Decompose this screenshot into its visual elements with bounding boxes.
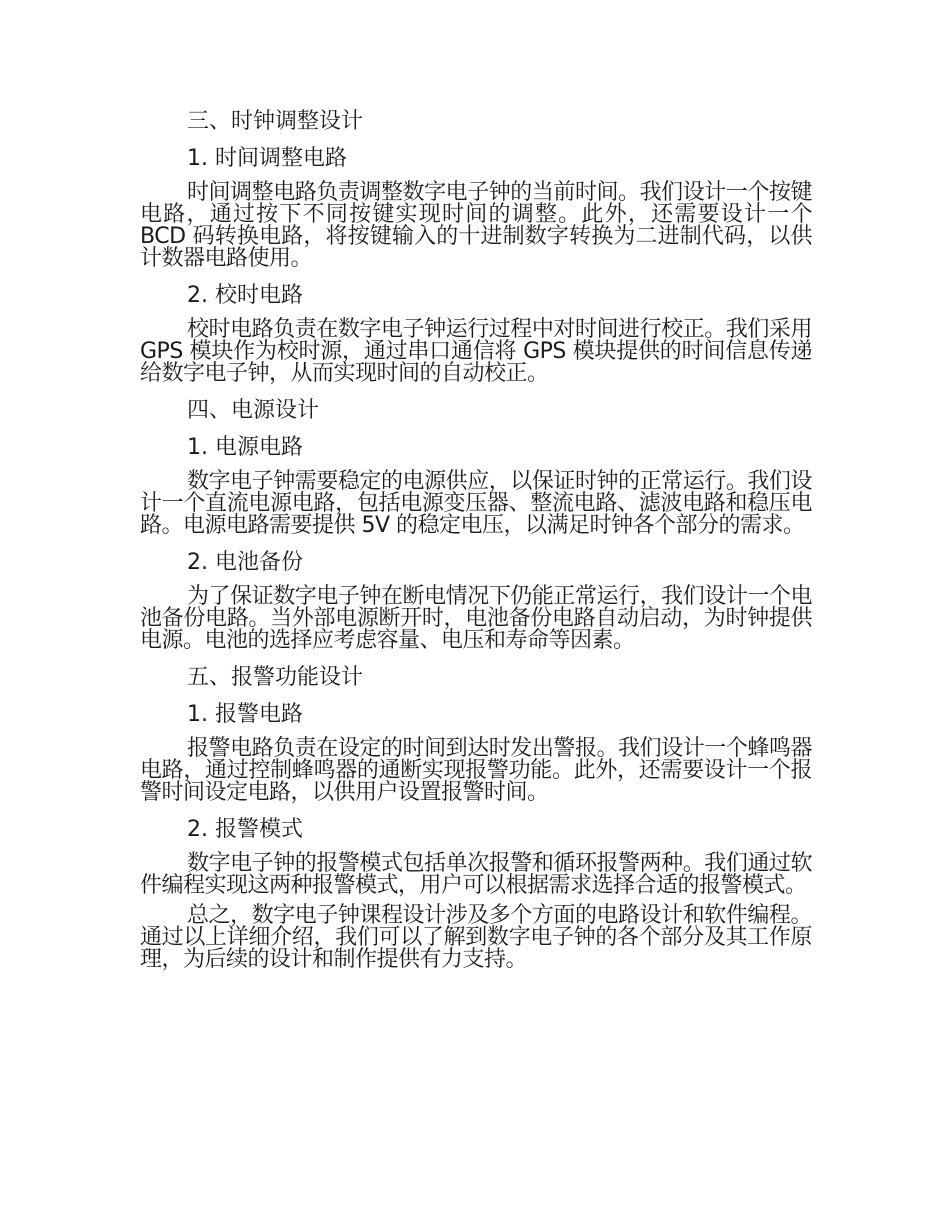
paragraph-alarm-mode: 数字电子钟的报警模式包括单次报警和循环报警两种。我们通过软件编程实现这两种报警模式，用户可以根据需求选择合适的报警模式。: [140, 851, 812, 898]
subheading-battery-backup: 2. 电池备份: [187, 550, 303, 575]
subheading-alarm-circuit: 1. 报警电路: [187, 702, 303, 727]
paragraph-time-adjust: 时间调整电路负责调整数字电子钟的当前时间。我们设计一个按键电路，通过按下不同按键实现时间的调整。此外，还需要设计一个 BCD 码转换电路，将按键输入的十进制数字转换为二进制代码，以供计数器电路使用。: [140, 180, 812, 271]
paragraph-battery-backup: 为了保证数字电子钟在断电情况下仍能正常运行，我们设计一个电池备份电路。当外部电源断开时，电池备份电路自动启动，为时钟提供电源。电池的选择应考虑容量、电压和寿命等因素。: [140, 584, 812, 653]
section-heading-alarm: 五、报警功能设计: [187, 665, 364, 690]
section-heading-clock-adjust: 三、时钟调整设计: [187, 109, 364, 134]
paragraph-calibration: 校时电路负责在数字电子钟运行过程中对时间进行校正。我们采用 GPS 模块作为校时源，通过串口通信将 GPS 模块提供的时间信息传递给数字电子钟，从而实现时间的自动校正。: [140, 317, 812, 386]
paragraph-power-circuit: 数字电子钟需要稳定的电源供应，以保证时钟的正常运行。我们设计一个直流电源电路，包括电源变压器、整流电路、滤波电路和稳压电路。电源电路需要提供 5V 的稳定电压，以满足时钟各个部分的需求。: [140, 469, 812, 538]
section-heading-power: 四、电源设计: [187, 398, 320, 423]
document-body: [140, 104, 812, 979]
paragraph-alarm-circuit: 报警电路负责在设定的时间到达时发出警报。我们设计一个蜂鸣器电路，通过控制蜂鸣器的通断实现报警功能。此外，还需要设计一个报警时间设定电路，以供用户设置报警时间。: [140, 736, 812, 805]
subheading-calibration-circuit: 2. 校时电路: [187, 283, 303, 308]
subheading-time-adjust-circuit: 1. 时间调整电路: [187, 146, 347, 171]
subheading-alarm-mode: 2. 报警模式: [187, 817, 303, 842]
subheading-power-circuit: 1. 电源电路: [187, 435, 303, 460]
paragraph-conclusion: 总之，数字电子钟课程设计涉及多个方面的电路设计和软件编程。通过以上详细介绍，我们可以了解到数字电子钟的各个部分及其工作原理，为后续的设计和制作提供有力支持。: [140, 903, 812, 972]
